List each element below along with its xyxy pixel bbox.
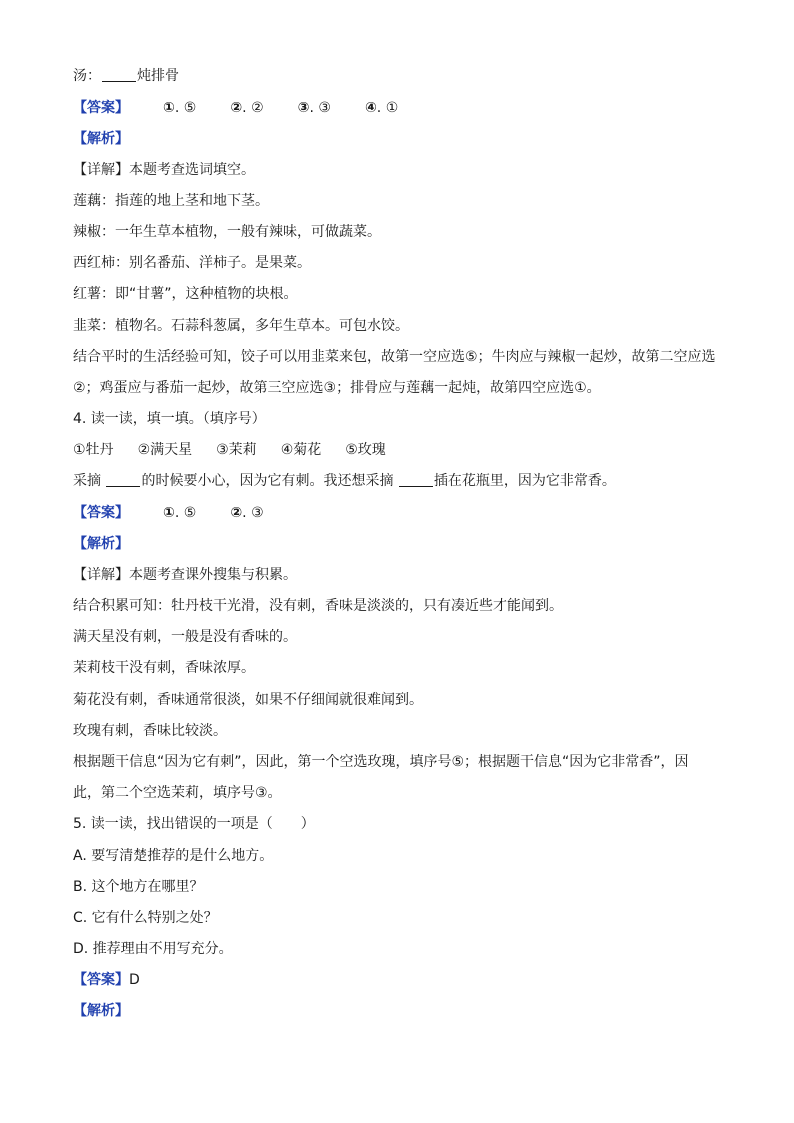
option-item: ⑤玫瑰 (345, 442, 386, 458)
q4-detail-text: 菊花没有刺，香味通常很淡，如果不仔细闻就很难闻到。 (73, 692, 423, 708)
q3-detail-text: 韭菜：植物名。石蒜科葱属，多年生草本。可包水饺。 (73, 318, 409, 334)
fill-blank (102, 67, 136, 82)
answer-item: ③. ③ (297, 100, 331, 116)
answer-tag: 【答案】 (73, 100, 129, 116)
option-item: ①牡丹 (73, 442, 114, 458)
option-item: ④菊花 (280, 442, 322, 458)
q4-detail-line: 【详解】本题考查课外搜集与积累。 (73, 567, 297, 583)
answer-item: ①. ⑤ (163, 505, 197, 521)
q4-detail-text: 结合积累可知：牡丹枝干光滑，没有刺，香味是淡淡的，只有凑近些才能闻到。 (73, 598, 563, 614)
q5-answer-line (73, 971, 733, 989)
q5-option-d: D. 推荐理由不用写充分。 (73, 941, 233, 957)
answer-item: ④. ① (364, 100, 399, 116)
q3-detail-text: 结合平时的生活经验可知，饺子可以用韭菜来包，故第一空应选⑤；牛肉应与辣椒一起炒，故第二空应选 (73, 349, 716, 365)
q4-answer-line (73, 504, 733, 522)
q3-detail-text: 莲藕：指莲的地上茎和地下茎。 (73, 193, 269, 209)
q3-analysis-tag: 【解析】 (73, 131, 129, 147)
answer-item: ①. ⑤ (163, 100, 197, 116)
q4-stem: 采摘 的时候要小心，因为它有刺。我还想采摘 插在花瓶里，因为它非常香。 (73, 473, 616, 489)
q4-options (73, 441, 733, 459)
q3-answer-line (73, 99, 733, 117)
q5-option-a: A. 要写清楚推荐的是什么地方。 (73, 848, 274, 864)
option-item: ③茉莉 (216, 442, 257, 458)
q3-detail-text: 西红柿：别名番茄、洋柿子。是果菜。 (73, 255, 311, 271)
option-item: ②满天星 (137, 442, 193, 458)
answer-item: ②. ③ (230, 505, 264, 521)
answer-tag: 【答案】 (73, 505, 129, 521)
answer-item: ②. ② (230, 100, 264, 116)
q4-detail-text: 满天星没有刺，一般是没有香味的。 (73, 629, 297, 645)
answer-value: D (129, 972, 140, 988)
q5-title: 5. 读一读，找出错误的一项是（ ） (73, 816, 315, 832)
q3-detail-text: 辣椒：一年生草本植物，一般有辣味，可做蔬菜。 (73, 224, 381, 240)
q5-analysis-tag: 【解析】 (73, 1003, 129, 1019)
answer-tag: 【答案】 (73, 972, 129, 988)
q5-option-b: B. 这个地方在哪里？ (73, 879, 204, 895)
q3-detail-line: 【详解】本题考查选词填空。 (73, 162, 255, 178)
q5-option-c: C. 它有什么特别之处？ (73, 910, 218, 926)
q4-detail-text: 根据题干信息“因为它有刺”，因此，第一个空选玫瑰，填序号⑤；根据题干信息“因为它非常香”，因 (73, 754, 689, 770)
fill-blank (106, 472, 140, 487)
q3-detail-text: 红薯：即“甘薯”，这种植物的块根。 (73, 286, 298, 302)
q4-title: 4. 读一读，填一填。（填序号） (73, 411, 266, 427)
q4-detail-text: 此，第二个空选茉莉，填序号③。 (73, 785, 282, 801)
q4-detail-text: 玫瑰有刺，香味比较淡。 (73, 723, 227, 739)
q3-detail-text: ②；鸡蛋应与番茄一起炒，故第三空应选③；排骨应与莲藕一起炖，故第四空应选①。 (73, 380, 601, 396)
q4-detail-text: 茉莉枝干没有刺，香味浓厚。 (73, 660, 255, 676)
q4-analysis-tag: 【解析】 (73, 536, 129, 552)
intro-line: 汤： 炖排骨 (73, 68, 179, 84)
fill-blank (399, 472, 433, 487)
